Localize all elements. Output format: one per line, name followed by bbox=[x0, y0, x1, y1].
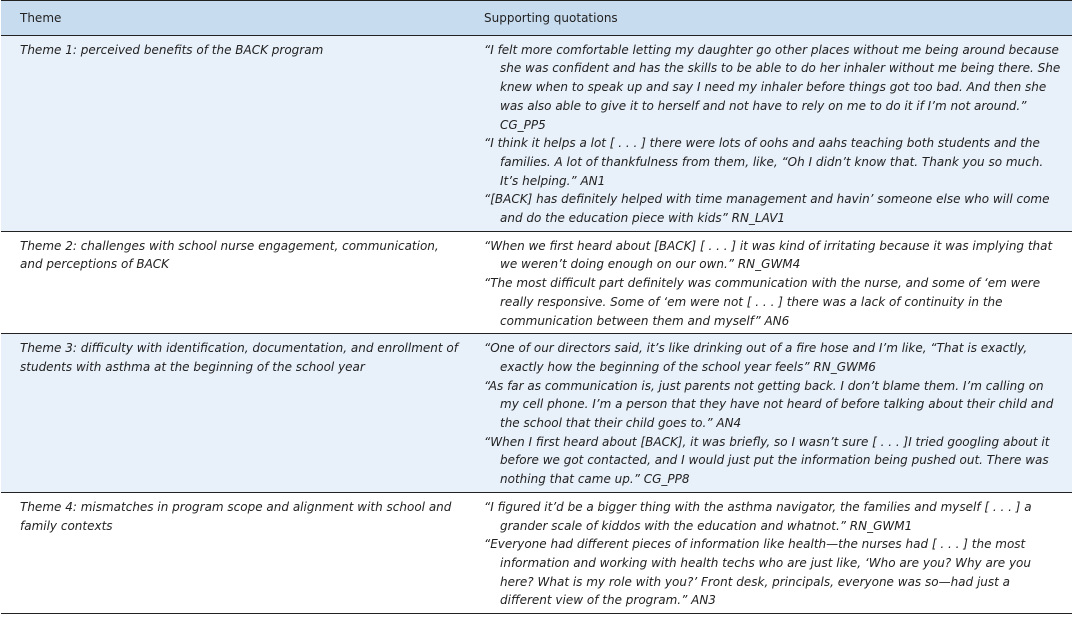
theme-cell: Theme 1: perceived benefits of the BACK program bbox=[1, 35, 473, 231]
theme-cell: Theme 3: difficulty with identification, documentation, and enrollment of students with asthma at the beginning of the school year bbox=[1, 334, 473, 493]
header-theme: Theme bbox=[1, 1, 473, 36]
quotes-cell bbox=[473, 334, 1072, 493]
header-supporting-quotations: Supporting quotations bbox=[473, 1, 1072, 36]
table-row bbox=[1, 35, 1072, 231]
quotation: “I think it helps a lot [ . . . ] there were lots of oohs and aahs teaching both students and the families. A lot of thankfulness from them, like, “Oh I didn’t know that. Thank you so much. It’s helping.” AN1 bbox=[484, 136, 1044, 188]
quotes-cell bbox=[473, 35, 1072, 231]
quotation: “I figured it’d be a bigger thing with the asthma navigator, the families and myself [ . . . ] a grander scale of kiddos with the education and whatnot.” RN_GWM1 bbox=[484, 499, 1032, 533]
quotation: “As far as communication is, just parents not getting back. I don’t blame them. I’m calling on my cell phone. I’m a person that they have not heard of before talking about their child and the school that their child goes to.” AN4 bbox=[484, 378, 1054, 431]
quotation: “I felt more comfortable letting my daughter go other places without me being around because she was confident and has the skills to be able to do her inhaler without me being there. She knew when to speak up and say I need my inhaler before things got too bad. And then she was also able to give it to herself and not have to rely on me to do it if I’m not around.” CG_PP5 bbox=[484, 42, 1061, 132]
quotation: “[BACK] has definitely helped with time management and havin’ someone else who will come and do the education piece with kids” RN_LAV1 bbox=[484, 192, 1050, 226]
quotation: “Everyone had different pieces of information like health—the nurses had [ . . . ] the most information and working with health techs who are just like, ‘Who are you? Why are you here? What is my role with you?’ Front desk, principals, everyone was so—had just a different view of the program.” AN3 bbox=[484, 537, 1031, 608]
quotation: “When I first heard about [BACK], it was briefly, so I wasn’t sure [ . . . ]I tried googling about it before we got contacted, and I would just put the information being pushed out. There was nothing that came up.” CG_PP8 bbox=[484, 434, 1050, 487]
quotes-cell bbox=[473, 492, 1072, 613]
header-row bbox=[1, 1, 1072, 36]
quotation: “One of our directors said, it’s like drinking out of a fire hose and I’m like, “That is exactly, exactly how the beginning of the school year feels” RN_GWM6 bbox=[484, 341, 1028, 374]
themes-table bbox=[1, 0, 1072, 614]
quotation: “The most difficult part definitely was communication with the nurse, and some of ‘em were really responsive. Some of ‘em were not [ . . . ] there was a lack of continuity in the communication between them and myself” AN6 bbox=[484, 276, 1041, 328]
table-row bbox=[1, 334, 1072, 493]
table-row bbox=[1, 231, 1072, 334]
table-row bbox=[1, 492, 1072, 613]
quotation: “When we first heard about [BACK] [ . . . ] it was kind of irritating because it was implying that we weren’t doing enough on our own.” RN_GWM4 bbox=[484, 238, 1053, 272]
theme-cell: Theme 4: mismatches in program scope and alignment with school and family contexts bbox=[1, 492, 473, 613]
quotes-cell bbox=[473, 231, 1072, 334]
theme-cell: Theme 2: challenges with school nurse engagement, communication, and perceptions of BACK bbox=[1, 231, 473, 334]
